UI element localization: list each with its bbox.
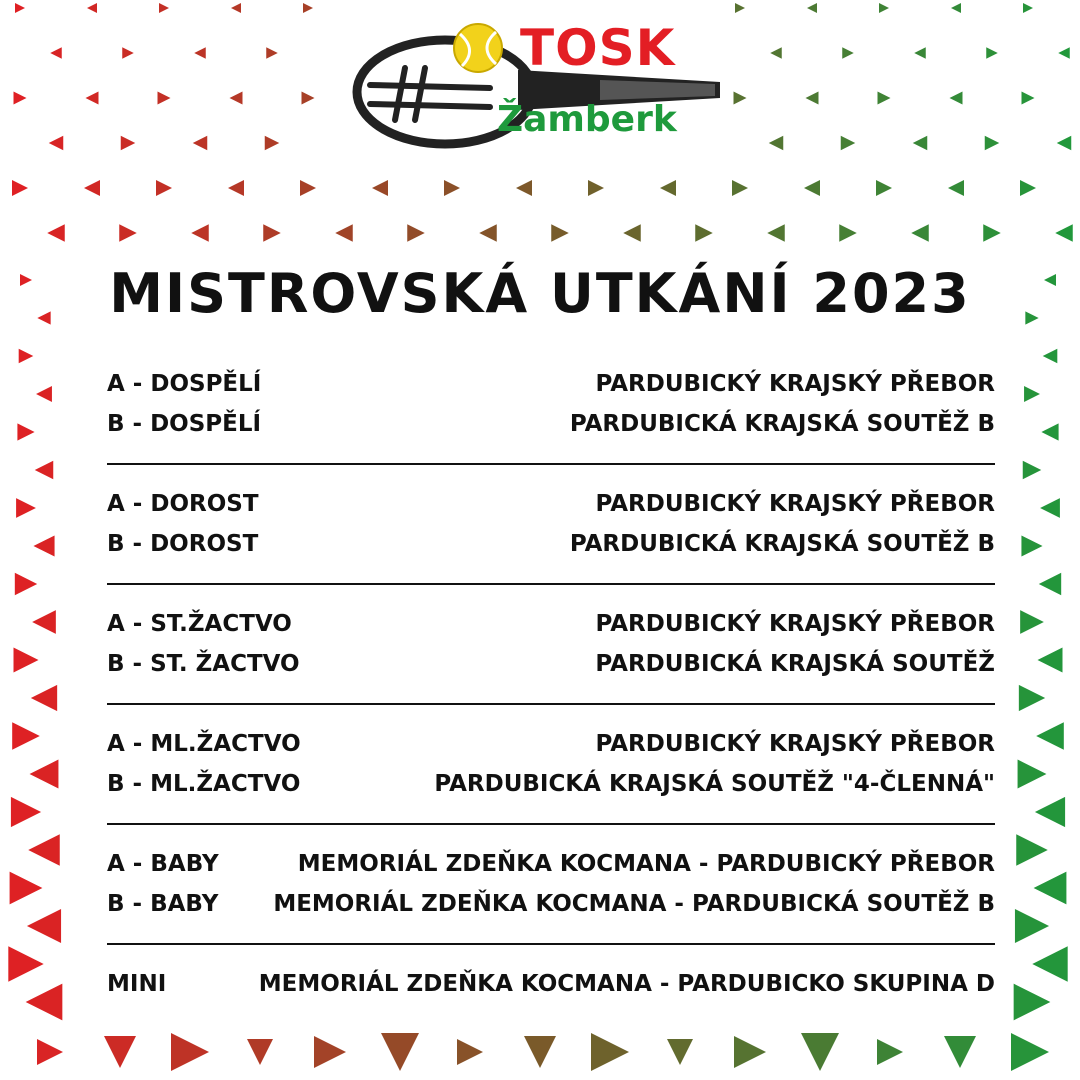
divider-line bbox=[107, 823, 995, 825]
decor-triangle bbox=[302, 92, 315, 105]
decor-triangle bbox=[1043, 349, 1058, 364]
decor-triangle bbox=[28, 834, 60, 866]
decor-triangle bbox=[695, 224, 713, 242]
competition-row bbox=[107, 604, 995, 644]
decor-triangle bbox=[50, 47, 62, 59]
decor-triangle bbox=[30, 760, 59, 789]
decor-triangle bbox=[156, 180, 172, 196]
decor-triangle bbox=[335, 224, 353, 242]
competition-label: MEMORIÁL ZDEŇKA KOCMANA - PARDUBICKO SKUPINA D bbox=[258, 971, 995, 997]
decor-triangle bbox=[457, 1039, 483, 1065]
decor-triangle bbox=[266, 47, 278, 59]
divider-line bbox=[107, 583, 995, 585]
decor-triangle bbox=[1034, 872, 1067, 905]
competition-group bbox=[107, 724, 995, 804]
decor-triangle bbox=[300, 180, 316, 196]
decor-triangle bbox=[1016, 834, 1048, 866]
decor-triangle bbox=[121, 136, 136, 151]
decor-triangle bbox=[801, 1033, 839, 1071]
decor-triangle bbox=[879, 3, 889, 13]
decor-triangle bbox=[769, 136, 784, 151]
decor-triangle bbox=[1032, 946, 1067, 981]
decor-triangle bbox=[265, 136, 280, 151]
team-label: A - DOSPĚLÍ bbox=[107, 371, 262, 397]
competition-group bbox=[107, 964, 995, 1004]
decor-triangle bbox=[767, 224, 785, 242]
team-label: A - ML.ŽACTVO bbox=[107, 731, 301, 757]
decor-triangle bbox=[806, 92, 819, 105]
decor-triangle bbox=[303, 3, 313, 13]
divider-line bbox=[107, 943, 995, 945]
decor-triangle bbox=[314, 1036, 346, 1068]
decor-triangle bbox=[1020, 610, 1044, 634]
decor-triangle bbox=[660, 180, 676, 196]
team-label: B - DOSPĚLÍ bbox=[107, 411, 262, 437]
decor-triangle bbox=[36, 386, 52, 402]
decor-triangle bbox=[1023, 3, 1033, 13]
decor-triangle bbox=[951, 3, 961, 13]
decor-triangle bbox=[247, 1039, 273, 1065]
decor-triangle bbox=[1041, 423, 1058, 440]
competition-row bbox=[107, 404, 995, 444]
team-label: B - ML.ŽACTVO bbox=[107, 771, 301, 797]
decor-triangle bbox=[33, 535, 54, 556]
decor-triangle bbox=[8, 946, 43, 981]
competition-label: PARDUBICKÝ KRAJSKÝ PŘEBOR bbox=[595, 731, 995, 757]
decor-triangle bbox=[734, 1036, 766, 1068]
competition-label: PARDUBICKÁ KRAJSKÁ SOUTĚŽ bbox=[595, 651, 995, 677]
decor-triangle bbox=[1019, 685, 1045, 711]
decor-triangle bbox=[19, 349, 34, 364]
decor-triangle bbox=[735, 3, 745, 13]
decor-triangle bbox=[12, 722, 40, 750]
decor-triangle bbox=[10, 872, 43, 905]
decor-triangle bbox=[104, 1036, 136, 1068]
decor-triangle bbox=[87, 3, 97, 13]
decor-triangle bbox=[1040, 498, 1060, 518]
decor-triangle bbox=[15, 3, 25, 13]
decor-triangle bbox=[1038, 648, 1063, 673]
competition-row bbox=[107, 484, 995, 524]
decor-triangle bbox=[26, 984, 63, 1021]
decor-triangle bbox=[950, 92, 963, 105]
team-label: MINI bbox=[107, 971, 167, 997]
decor-triangle bbox=[191, 224, 209, 242]
divider-line bbox=[107, 463, 995, 465]
decor-triangle bbox=[1024, 386, 1040, 402]
decor-triangle bbox=[1014, 984, 1051, 1021]
team-label: B - DOROST bbox=[107, 531, 259, 557]
decor-triangle bbox=[444, 180, 460, 196]
competition-list bbox=[107, 364, 995, 1004]
decor-triangle bbox=[876, 180, 892, 196]
decor-triangle bbox=[11, 797, 41, 827]
competition-label: PARDUBICKÝ KRAJSKÝ PŘEBOR bbox=[595, 611, 995, 637]
decor-triangle bbox=[516, 180, 532, 196]
decor-triangle bbox=[1011, 1033, 1049, 1071]
competition-row bbox=[107, 644, 995, 684]
decor-triangle bbox=[588, 180, 604, 196]
logo-town-text: Žamberk bbox=[497, 99, 677, 140]
decor-triangle bbox=[407, 224, 425, 242]
decor-triangle bbox=[263, 224, 281, 242]
decor-triangle bbox=[1021, 535, 1042, 556]
decor-triangle bbox=[193, 136, 208, 151]
decor-triangle bbox=[119, 224, 137, 242]
decor-triangle bbox=[878, 92, 891, 105]
team-label: B - BABY bbox=[107, 891, 219, 917]
decor-triangle bbox=[667, 1039, 693, 1065]
competition-label: PARDUBICKÁ KRAJSKÁ SOUTĚŽ B bbox=[569, 531, 995, 557]
decor-triangle bbox=[37, 1039, 63, 1065]
decor-triangle bbox=[15, 573, 37, 595]
decor-triangle bbox=[1022, 92, 1035, 105]
competition-label: MEMORIÁL ZDEŇKA KOCMANA - PARDUBICKÝ PŘEBOR bbox=[297, 851, 995, 877]
decor-triangle bbox=[12, 180, 28, 196]
decor-triangle bbox=[32, 610, 56, 634]
decor-triangle bbox=[16, 498, 36, 518]
competition-label: PARDUBICKÝ KRAJSKÝ PŘEBOR bbox=[595, 371, 995, 397]
team-label: B - ST. ŽACTVO bbox=[107, 651, 300, 677]
decor-triangle bbox=[985, 136, 1000, 151]
decor-triangle bbox=[524, 1036, 556, 1068]
decor-triangle bbox=[31, 685, 57, 711]
decor-triangle bbox=[122, 47, 134, 59]
competition-row bbox=[107, 764, 995, 804]
decor-triangle bbox=[1036, 722, 1064, 750]
decor-triangle bbox=[986, 47, 998, 59]
competition-row bbox=[107, 964, 995, 1004]
decor-triangle bbox=[1039, 573, 1061, 595]
decor-triangle bbox=[49, 136, 64, 151]
decor-triangle bbox=[1057, 136, 1072, 151]
decor-triangle bbox=[591, 1033, 629, 1071]
decor-triangle bbox=[914, 47, 926, 59]
decor-triangle bbox=[1020, 180, 1036, 196]
decor-triangle bbox=[381, 1033, 419, 1071]
logo-brand-text: TOSK bbox=[520, 19, 676, 77]
decor-triangle bbox=[372, 180, 388, 196]
decor-triangle bbox=[911, 224, 929, 242]
decor-triangle bbox=[230, 92, 243, 105]
decor-triangle bbox=[159, 3, 169, 13]
team-label: A - ST.ŽACTVO bbox=[107, 611, 292, 637]
decor-triangle bbox=[983, 224, 1001, 242]
decor-triangle bbox=[807, 3, 817, 13]
decor-triangle bbox=[194, 47, 206, 59]
decor-triangle bbox=[1023, 461, 1042, 480]
decor-triangle bbox=[171, 1033, 209, 1071]
decor-triangle bbox=[231, 3, 241, 13]
competition-row bbox=[107, 524, 995, 564]
decor-triangle bbox=[47, 224, 65, 242]
competition-group bbox=[107, 604, 995, 684]
decor-triangle bbox=[842, 47, 854, 59]
decor-triangle bbox=[1018, 760, 1047, 789]
team-label: A - DOROST bbox=[107, 491, 259, 517]
decor-triangle bbox=[35, 461, 54, 480]
competition-row bbox=[107, 724, 995, 764]
competition-label: PARDUBICKÝ KRAJSKÝ PŘEBOR bbox=[595, 491, 995, 517]
decor-triangle bbox=[623, 224, 641, 242]
competition-label: PARDUBICKÁ KRAJSKÁ SOUTĚŽ "4-ČLENNÁ" bbox=[434, 771, 995, 797]
decor-triangle bbox=[551, 224, 569, 242]
competition-group bbox=[107, 484, 995, 564]
decor-triangle bbox=[27, 909, 61, 943]
decor-triangle bbox=[14, 648, 39, 673]
decor-triangle bbox=[1055, 224, 1073, 242]
decor-triangle bbox=[17, 423, 34, 440]
decor-triangle bbox=[14, 92, 27, 105]
competition-group bbox=[107, 364, 995, 444]
decor-triangle bbox=[839, 224, 857, 242]
decor-triangle bbox=[228, 180, 244, 196]
decor-triangle bbox=[1015, 909, 1049, 943]
competition-label: PARDUBICKÁ KRAJSKÁ SOUTĚŽ B bbox=[569, 411, 995, 437]
decor-triangle bbox=[1058, 47, 1070, 59]
divider-line bbox=[107, 703, 995, 705]
decor-triangle bbox=[479, 224, 497, 242]
decor-triangle bbox=[877, 1039, 903, 1065]
competition-label: MEMORIÁL ZDEŇKA KOCMANA - PARDUBICKÁ SOUTĚŽ B bbox=[273, 891, 995, 917]
decor-triangle bbox=[732, 180, 748, 196]
decor-triangle bbox=[734, 92, 747, 105]
decor-triangle bbox=[804, 180, 820, 196]
competition-row bbox=[107, 364, 995, 404]
page-title: MISTROVSKÁ UTKÁNÍ 2023 bbox=[109, 262, 971, 325]
decor-triangle bbox=[841, 136, 856, 151]
competition-row bbox=[107, 844, 995, 884]
competition-group bbox=[107, 844, 995, 924]
decor-triangle bbox=[944, 1036, 976, 1068]
decor-triangle bbox=[770, 47, 782, 59]
decor-triangle bbox=[84, 180, 100, 196]
decor-triangle bbox=[1035, 797, 1065, 827]
club-logo bbox=[350, 20, 730, 150]
decor-triangle bbox=[158, 92, 171, 105]
team-label: A - BABY bbox=[107, 851, 219, 877]
competition-row bbox=[107, 884, 995, 924]
decor-triangle bbox=[948, 180, 964, 196]
decor-triangle bbox=[913, 136, 928, 151]
decor-triangle bbox=[86, 92, 99, 105]
